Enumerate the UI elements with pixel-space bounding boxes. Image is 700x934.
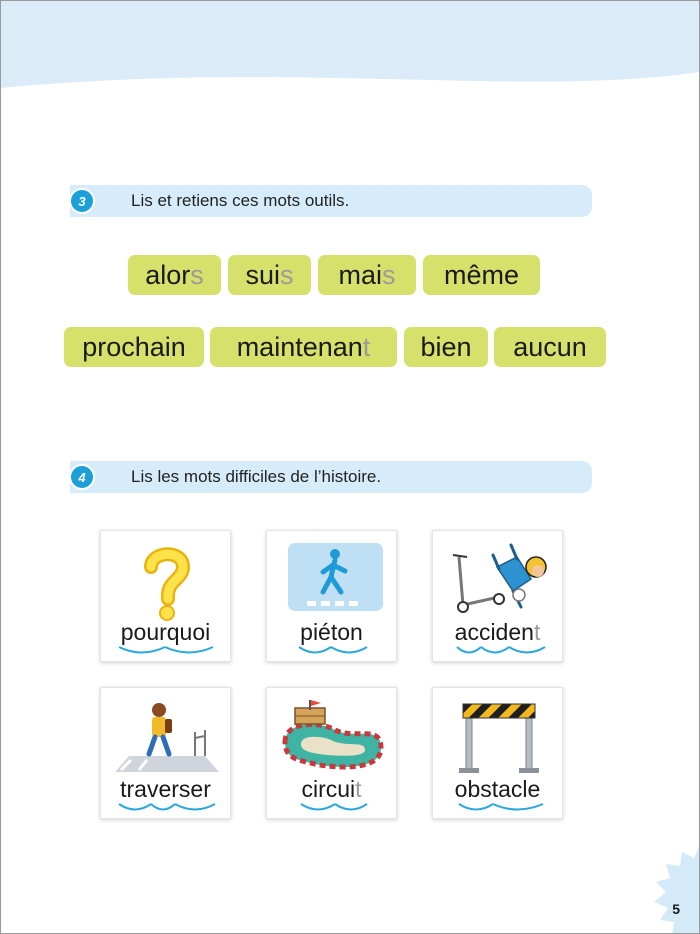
- road-barrier-icon: [433, 694, 564, 780]
- syllable-arcs: [433, 644, 564, 658]
- pedestrian-sign-icon: [267, 537, 398, 623]
- word-card-pourquoi: [100, 530, 231, 662]
- section-3-header: [70, 185, 592, 217]
- syllable-arcs: [433, 801, 564, 815]
- silent-letter: s: [280, 260, 294, 290]
- card-word: traverser: [120, 776, 211, 802]
- word-chip-meme: même: [423, 255, 540, 295]
- word-chip-suis: suis: [228, 255, 311, 295]
- word-card-obstacle: [432, 687, 563, 819]
- page-number: 5: [672, 901, 680, 917]
- question-mark-icon: [101, 537, 232, 623]
- word-card-circuit: [266, 687, 397, 819]
- corner-burst-decoration: [610, 844, 700, 934]
- top-wave-decoration: [0, 0, 700, 100]
- section-3-title: Lis et retiens ces mots outils.: [131, 191, 350, 210]
- card-word: pourquoi: [120, 619, 211, 645]
- section-4-title: Lis les mots difficiles de l’histoire.: [131, 467, 382, 486]
- word-chip-maintenant: maintenant: [210, 327, 397, 367]
- race-circuit-icon: [267, 694, 398, 780]
- silent-letter: t: [362, 332, 371, 362]
- word-chip-mais: mais: [318, 255, 416, 295]
- silent-letter: s: [382, 260, 396, 290]
- section-4-number-badge: 4: [69, 464, 95, 490]
- syllable-arcs: [267, 801, 398, 815]
- syllable-arcs: [101, 801, 232, 815]
- silent-letter: t: [533, 619, 541, 645]
- card-word: obstacle: [454, 776, 541, 802]
- section-3-number-badge: 3: [69, 188, 95, 214]
- silent-letter: t: [355, 776, 362, 802]
- syllable-arcs: [267, 644, 398, 658]
- syllable-arcs: [101, 644, 232, 658]
- silent-letter: s: [190, 260, 204, 290]
- child-crossing-icon: [101, 694, 232, 780]
- word-chip-prochain: prochain: [64, 327, 204, 367]
- word-chip-alors: alors: [128, 255, 221, 295]
- word-chip-bien: bien: [404, 327, 488, 367]
- scooter-fall-icon: [433, 537, 564, 623]
- word-card-traverser: [100, 687, 231, 819]
- section-4-header: [70, 461, 592, 493]
- word-card-pieton: [266, 530, 397, 662]
- word-chip-aucun: aucun: [494, 327, 606, 367]
- card-word: accident: [454, 619, 541, 645]
- word-card-accident: [432, 530, 563, 662]
- card-word: piéton: [300, 619, 363, 645]
- card-word: circuit: [301, 776, 362, 802]
